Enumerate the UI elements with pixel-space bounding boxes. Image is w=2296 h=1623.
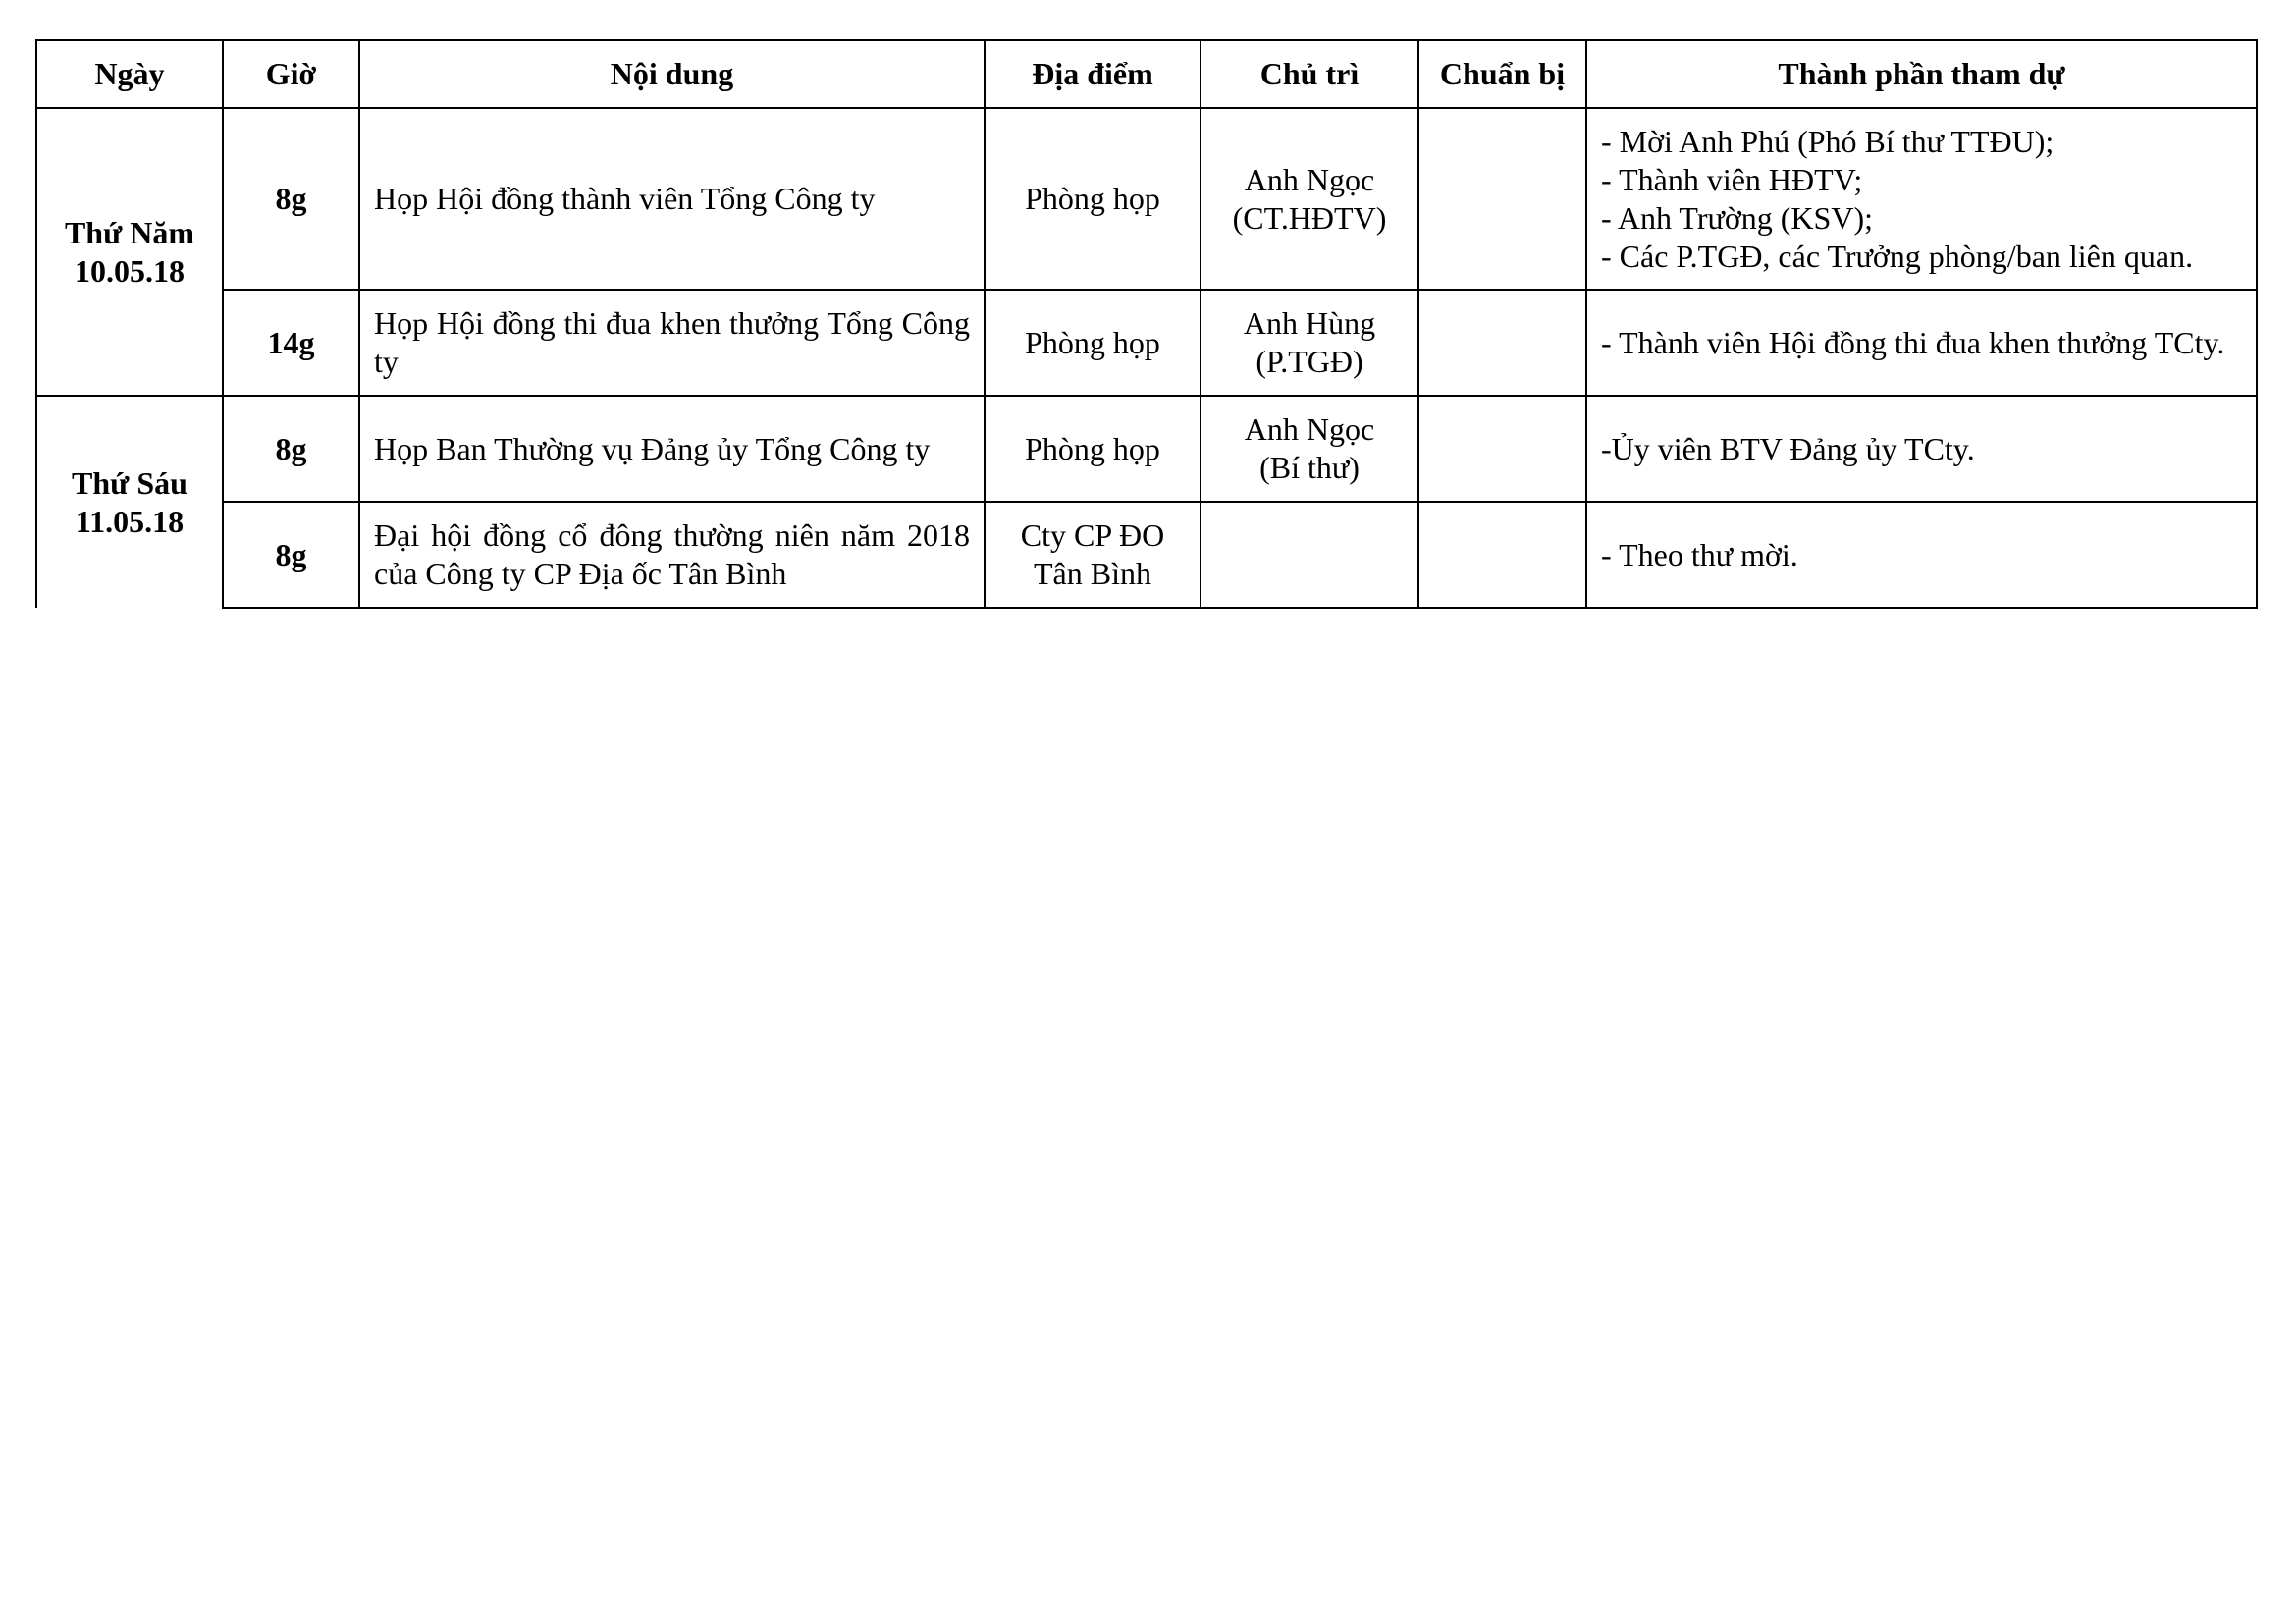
content-cell: Đại hội đồng cổ đông thường niên năm 2018 của Công ty CP Địa ốc Tân Bình — [359, 502, 985, 608]
date-label: 11.05.18 — [75, 503, 185, 539]
time-cell: 8g — [223, 502, 359, 608]
header-attendees: Thành phần tham dự — [1586, 40, 2257, 108]
attendee-line: - Anh Trường (KSV); — [1601, 199, 1873, 236]
prep-cell — [1418, 108, 1586, 290]
header-prep: Chuẩn bị — [1418, 40, 1586, 108]
host-cell — [1201, 502, 1418, 608]
host-cell — [1201, 108, 1418, 290]
header-content: Nội dung — [359, 40, 985, 108]
host-cell — [1201, 396, 1418, 502]
time-cell: 8g — [223, 396, 359, 502]
table-row — [36, 502, 2257, 608]
host-title: (P.TGĐ) — [1255, 344, 1363, 379]
place-cell: Phòng họp — [985, 108, 1201, 290]
time-cell: 8g — [223, 108, 359, 290]
host-title: (Bí thư) — [1259, 450, 1360, 485]
host-name: Anh Ngọc — [1244, 411, 1375, 447]
attendees-cell: - Theo thư mời. — [1586, 502, 2257, 608]
prep-cell — [1418, 502, 1586, 608]
host-title: (CT.HĐTV) — [1232, 199, 1387, 236]
schedule-table — [35, 39, 2258, 609]
weekday-label: Thứ Sáu — [72, 464, 187, 501]
attendees-cell: - Thành viên Hội đồng thi đua khen thưởng TCty. — [1586, 290, 2257, 396]
host-name: Anh Ngọc — [1244, 161, 1375, 197]
header-day: Ngày — [36, 40, 223, 108]
header-time: Giờ — [223, 40, 359, 108]
day-cell — [36, 396, 223, 608]
place-cell — [985, 502, 1201, 608]
header-host: Chủ trì — [1201, 40, 1418, 108]
content-cell: Họp Hội đồng thi đua khen thưởng Tổng Công ty — [359, 290, 985, 396]
place-line: Tân Bình — [1034, 556, 1151, 591]
time-cell: 14g — [223, 290, 359, 396]
content-cell: Họp Ban Thường vụ Đảng ủy Tổng Công ty — [359, 396, 985, 502]
prep-cell — [1418, 290, 1586, 396]
place-cell: Phòng họp — [985, 290, 1201, 396]
host-name: Anh Hùng — [1243, 305, 1376, 341]
place-cell: Phòng họp — [985, 396, 1201, 502]
weekday-label: Thứ Năm — [64, 214, 195, 250]
day-cell — [36, 108, 223, 396]
table-row — [36, 396, 2257, 502]
date-label: 10.05.18 — [75, 252, 185, 289]
header-row — [36, 40, 2257, 108]
attendees-cell: -Ủy viên BTV Đảng ủy TCty. — [1586, 396, 2257, 502]
prep-cell — [1418, 396, 1586, 502]
attendee-line: - Mời Anh Phú (Phó Bí thư TTĐU); — [1601, 123, 2055, 159]
table-row — [36, 108, 2257, 290]
attendee-line: - Các P.TGĐ, các Trưởng phòng/ban liên quan. — [1601, 238, 2194, 274]
header-place: Địa điểm — [985, 40, 1201, 108]
attendees-cell — [1586, 108, 2257, 290]
attendee-line: - Thành viên HĐTV; — [1601, 161, 1863, 197]
place-line: Cty CP ĐO — [1020, 517, 1165, 553]
content-cell: Họp Hội đồng thành viên Tổng Công ty — [359, 108, 985, 290]
host-cell — [1201, 290, 1418, 396]
table-row — [36, 290, 2257, 396]
